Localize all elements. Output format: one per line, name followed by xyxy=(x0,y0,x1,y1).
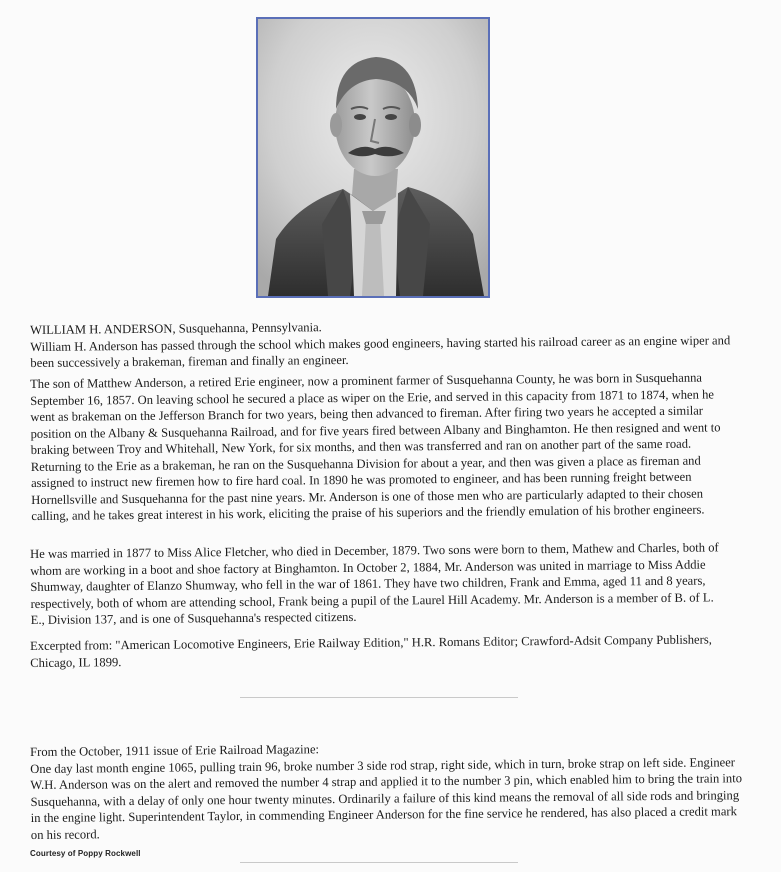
bio-heading-block xyxy=(30,315,730,371)
divider xyxy=(240,862,518,863)
portrait-photo xyxy=(256,17,490,298)
bio-intro: William H. Anderson has passed through the school which makes good engineers, having started his railroad career as an engine wiper and been successively a brakeman, fireman and finally an engineer. xyxy=(30,332,731,370)
portrait-photo-icon xyxy=(258,19,488,296)
courtesy-credit: Courtesy of Poppy Rockwell xyxy=(30,849,141,858)
magazine-paragraph xyxy=(30,737,749,843)
bio-family-paragraph xyxy=(30,539,731,628)
bio-career: The son of Matthew Anderson, a retired Erie engineer, now a prominent farmer of Susquehanna County, he was born in Susquehanna September 16, 1857. On leaving school he secured a place as wiper on the Erie, and served in this capacity from 1871 to 1874, when he went as brakeman on the Jefferson Branch for two years, being then advanced to fireman. After firing two years he accepted a similar position on the Albany & Susquehanna Railroad, and for five years fired between Albany and Binghamton. He then resigned and went to braking between Troy and Whitehall, New York, for six months, and then was transferred and ran on another part of the same road. Returning to the Erie as a brakeman, he ran on the Susquehanna Division for about a year, and then was given a place as fireman and assigned to instruct new firemen how to fire hard coal. In 1890 he was promoted to engineer, and has been running freight between Hornellsville and Susquehanna for the past nine years. Mr. Anderson is one of those men who are particularly adapted to their chosen calling, and he takes great interest in his work, eliciting the praise of his superiors and the friendly emulation of his brother engineers. xyxy=(30,370,721,523)
magazine-heading: From the October, 1911 issue of Erie Railroad Magazine: xyxy=(30,742,320,759)
divider xyxy=(240,697,518,698)
bio-family: He was married in 1877 to Miss Alice Fletcher, who died in December, 1879. Two sons were born to them, Mathew and Charles, both of whom are working in a boot and shoe factory at Binghamton. In October 2, 1884, Mr. Anderson was united in marriage to Miss Addie Shumway, daughter of Elanzo Shumway, who fell in the war of 1861. They have two children, Frank and Emma, aged 11 and 8 years, respectively, both of whom are attending school, Frank being a pupil of the Laurel Hill Academy. Mr. Anderson is a member of B. of L. E., Division 137, and is one of Susquehanna's respected citizens. xyxy=(30,540,719,627)
magazine-body: One day last month engine 1065, pulling train 96, broke number 3 side rod strap, right side, which in turn, broke strap on left side. Engineer W.H. Anderson was on the alert and removed the number 4 strap and applied it to the number 3 pin, which enabled him to bring the train into Susquehanna, with a delay of only one hour twenty minutes. Ordinarily a failure of this kind means the removal of all side rods and bringing in the engine light. Superintendent Taylor, in commending Engineer Anderson for the fine service he rendered, has also placed a credit mark on his record. xyxy=(30,754,743,842)
bio-source: Excerpted from: "American Locomotive Engineers, Erie Railway Edition," H.R. Romans Editor; Crawford-Adsit Company Publishers, Chicago, IL 1899. xyxy=(30,632,712,670)
bio-career-paragraph xyxy=(30,369,731,524)
bio-source-paragraph xyxy=(30,631,730,671)
bio-heading: WILLIAM H. ANDERSON, Susquehanna, Pennsylvania. xyxy=(30,320,322,337)
